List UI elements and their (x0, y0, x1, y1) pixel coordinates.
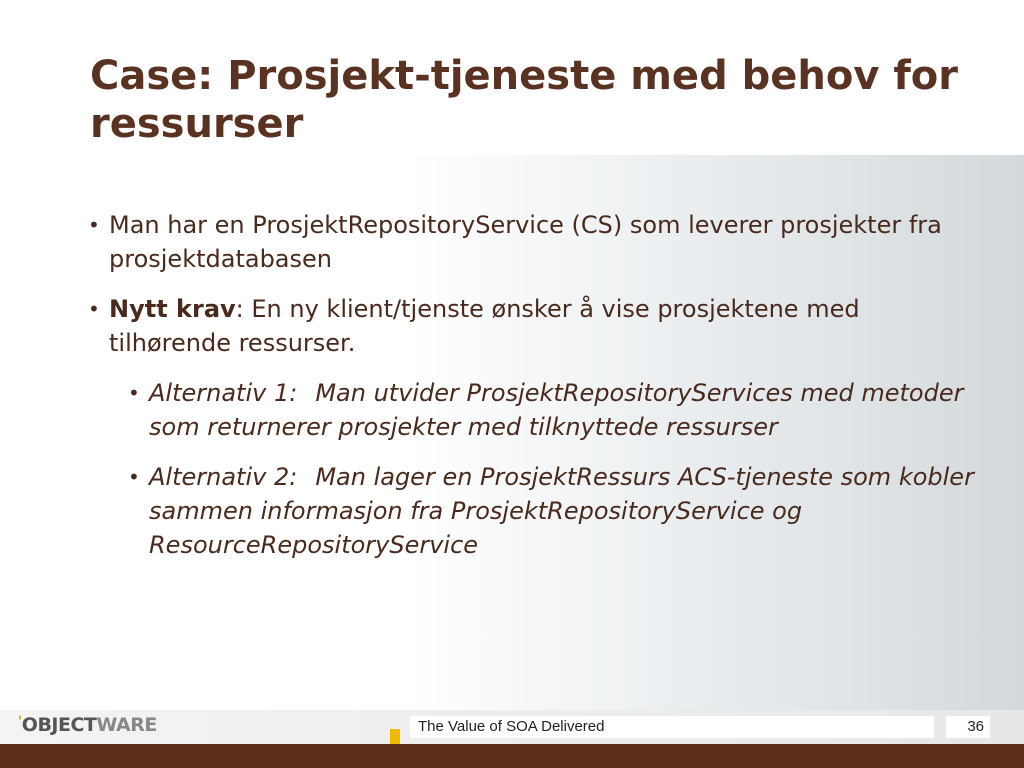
slide-content (88, 208, 988, 578)
bullet-dot: • (88, 213, 100, 237)
bullet-dot: • (128, 465, 140, 489)
objectware-logo (18, 714, 157, 736)
bullet-item (88, 208, 988, 276)
logo-suffix: WARE (96, 714, 157, 736)
bullet-text: : En ny klient/tjenste ønsker å vise prosjektene med tilhørende ressurser. (109, 295, 860, 357)
sub-bullet-item (128, 376, 988, 444)
alternative-label: Alternativ 1: (149, 379, 298, 407)
alternative-label: Alternativ 2: (149, 463, 298, 491)
sub-bullet-text: Man lager en ProsjektRessurs ACS-tjeneste som kobler sammen informasjon fra ProsjektRepositoryService og ResourceRepositoryService (149, 463, 974, 559)
logo-tick: ' (18, 714, 22, 730)
bullet-dot: • (88, 297, 100, 321)
slide-title: Case: Prosjekt-tjeneste med behov for ressurser (90, 53, 958, 147)
footer-caption: The Value of SOA Delivered (410, 716, 934, 738)
logo-main: OBJECT (21, 714, 97, 736)
bottom-bar (0, 744, 1024, 768)
bullet-dot: • (128, 381, 140, 405)
sub-bullet-item (128, 460, 988, 562)
bullet-bold-label: Nytt krav (109, 295, 236, 323)
bullet-text: Man har en ProsjektRepositoryService (CS) som leverer prosjekter fra prosjektdatabasen (109, 211, 942, 273)
page-number: 36 (946, 716, 990, 738)
bullet-item (88, 292, 988, 360)
sub-bullet-text: Man utvider ProsjektRepositoryServices med metoder som returnerer prosjekter med tilknyttede ressurser (149, 379, 964, 441)
